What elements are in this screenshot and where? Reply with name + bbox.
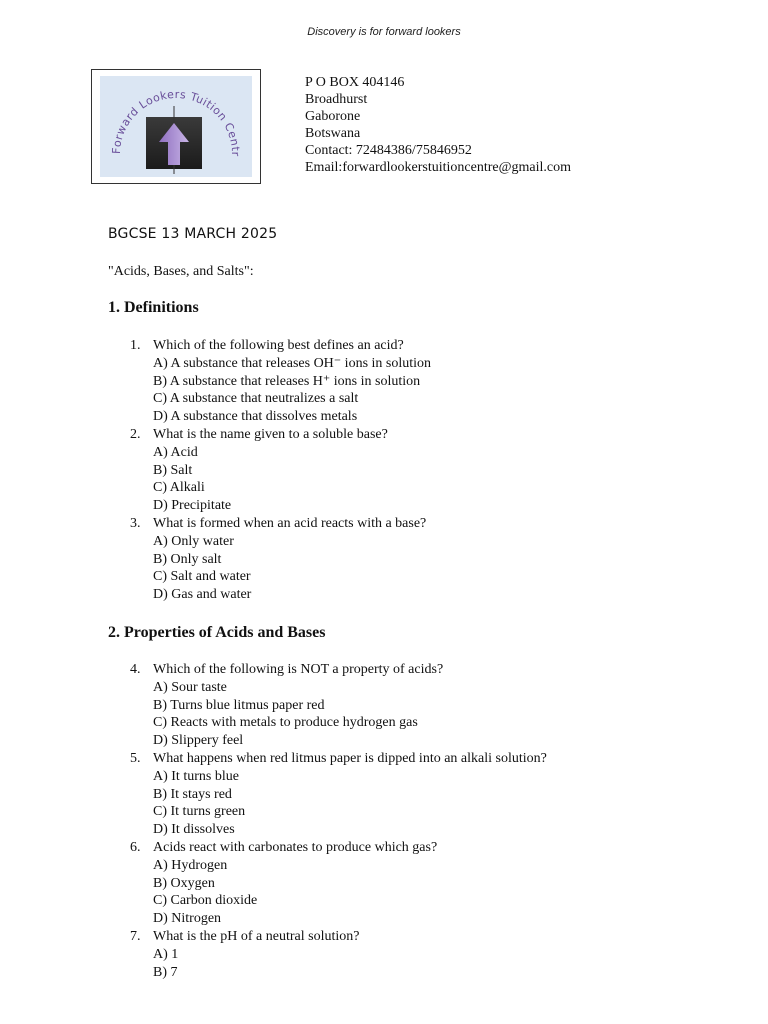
question-text: Acids react with carbonates to produce which gas? xyxy=(153,839,438,855)
question-number: 2. xyxy=(130,426,141,442)
answer-option: B) Turns blue litmus paper red xyxy=(153,697,325,713)
question-line xyxy=(130,426,431,444)
question-line xyxy=(130,750,547,768)
answer-option: D) Gas and water xyxy=(153,587,252,603)
question-item xyxy=(130,839,547,928)
address-line: Broadhurst xyxy=(305,92,368,107)
topic-title: "Acids, Bases, and Salts": xyxy=(108,264,254,279)
question-item xyxy=(130,337,431,426)
question-item xyxy=(130,661,547,750)
logo xyxy=(91,69,261,184)
answer-option: A) 1 xyxy=(153,946,179,962)
address-block xyxy=(305,74,571,176)
question-text: What is the pH of a neutral solution? xyxy=(153,928,360,944)
answer-option: A) Sour taste xyxy=(153,679,227,695)
answer-option: C) Reacts with metals to produce hydrogen gas xyxy=(153,715,418,731)
answer-option: C) Alkali xyxy=(153,480,205,496)
question-list-properties xyxy=(130,661,547,981)
answer-option: C) Salt and water xyxy=(153,569,251,585)
answer-option: B) Salt xyxy=(153,462,193,478)
question-item xyxy=(130,426,431,515)
answer-option: D) Precipitate xyxy=(153,498,232,514)
section-heading-definitions: 1. Definitions xyxy=(108,299,199,316)
question-number: 6. xyxy=(130,839,141,855)
answer-option: D) A substance that dissolves metals xyxy=(153,409,358,425)
question-text: Which of the following is NOT a property of acids? xyxy=(153,662,444,677)
logo-arc-textpath: Forward Lookers Tuition Centr xyxy=(109,87,243,157)
address-line: Email:forwardlookerstuitioncentre@gmail.com xyxy=(305,160,571,175)
answer-option: C) A substance that neutralizes a salt xyxy=(153,391,359,407)
answer-option: B) 7 xyxy=(153,964,178,980)
tagline: Discovery is for forward lookers xyxy=(307,26,461,38)
answer-option: A) Hydrogen xyxy=(153,857,228,873)
question-number: 4. xyxy=(130,662,141,677)
question-list-definitions xyxy=(130,337,431,604)
address-line: P O BOX 404146 xyxy=(305,75,405,90)
answer-option: A) It turns blue xyxy=(153,768,239,784)
answer-option: A) Acid xyxy=(153,444,198,460)
answer-option: D) Slippery feel xyxy=(153,733,244,749)
question-number: 7. xyxy=(130,928,141,944)
logo-image xyxy=(100,76,252,177)
section-heading-properties: 2. Properties of Acids and Bases xyxy=(108,624,326,641)
logo-graphic xyxy=(100,76,252,177)
address-line: Contact: 72484386/75846952 xyxy=(305,143,472,158)
question-line xyxy=(130,515,431,533)
question-text: What happens when red litmus paper is dipped into an alkali solution? xyxy=(153,750,547,766)
question-line xyxy=(130,661,547,679)
question-text: What is the name given to a soluble base? xyxy=(153,426,388,442)
address-line: Gaborone xyxy=(305,109,361,124)
answer-option: B) Only salt xyxy=(153,551,222,567)
question-text: Which of the following best defines an acid? xyxy=(153,338,404,353)
answer-option: C) It turns green xyxy=(153,804,246,820)
question-line xyxy=(130,337,431,355)
answer-option: D) Nitrogen xyxy=(153,911,222,927)
address-line: Botswana xyxy=(305,126,361,141)
question-number: 1. xyxy=(130,338,141,353)
answer-option: A) A substance that releases OH⁻ ions in solution xyxy=(153,355,432,371)
answer-option: D) It dissolves xyxy=(153,822,235,838)
answer-option: C) Carbon dioxide xyxy=(153,893,258,909)
answer-option: B) It stays red xyxy=(153,786,232,802)
question-item xyxy=(130,515,431,604)
question-item xyxy=(130,750,547,839)
answer-option: B) Oxygen xyxy=(153,875,215,891)
question-number: 5. xyxy=(130,750,141,766)
answer-option: A) Only water xyxy=(153,533,234,549)
question-item xyxy=(130,928,547,981)
answer-option: B) A substance that releases H⁺ ions in solution xyxy=(153,373,421,389)
question-number: 3. xyxy=(130,515,141,531)
question-text: What is formed when an acid reacts with a base? xyxy=(153,515,427,531)
question-line xyxy=(130,928,547,946)
question-line xyxy=(130,839,547,857)
exam-title: BGCSE 13 MARCH 2025 xyxy=(108,226,278,242)
